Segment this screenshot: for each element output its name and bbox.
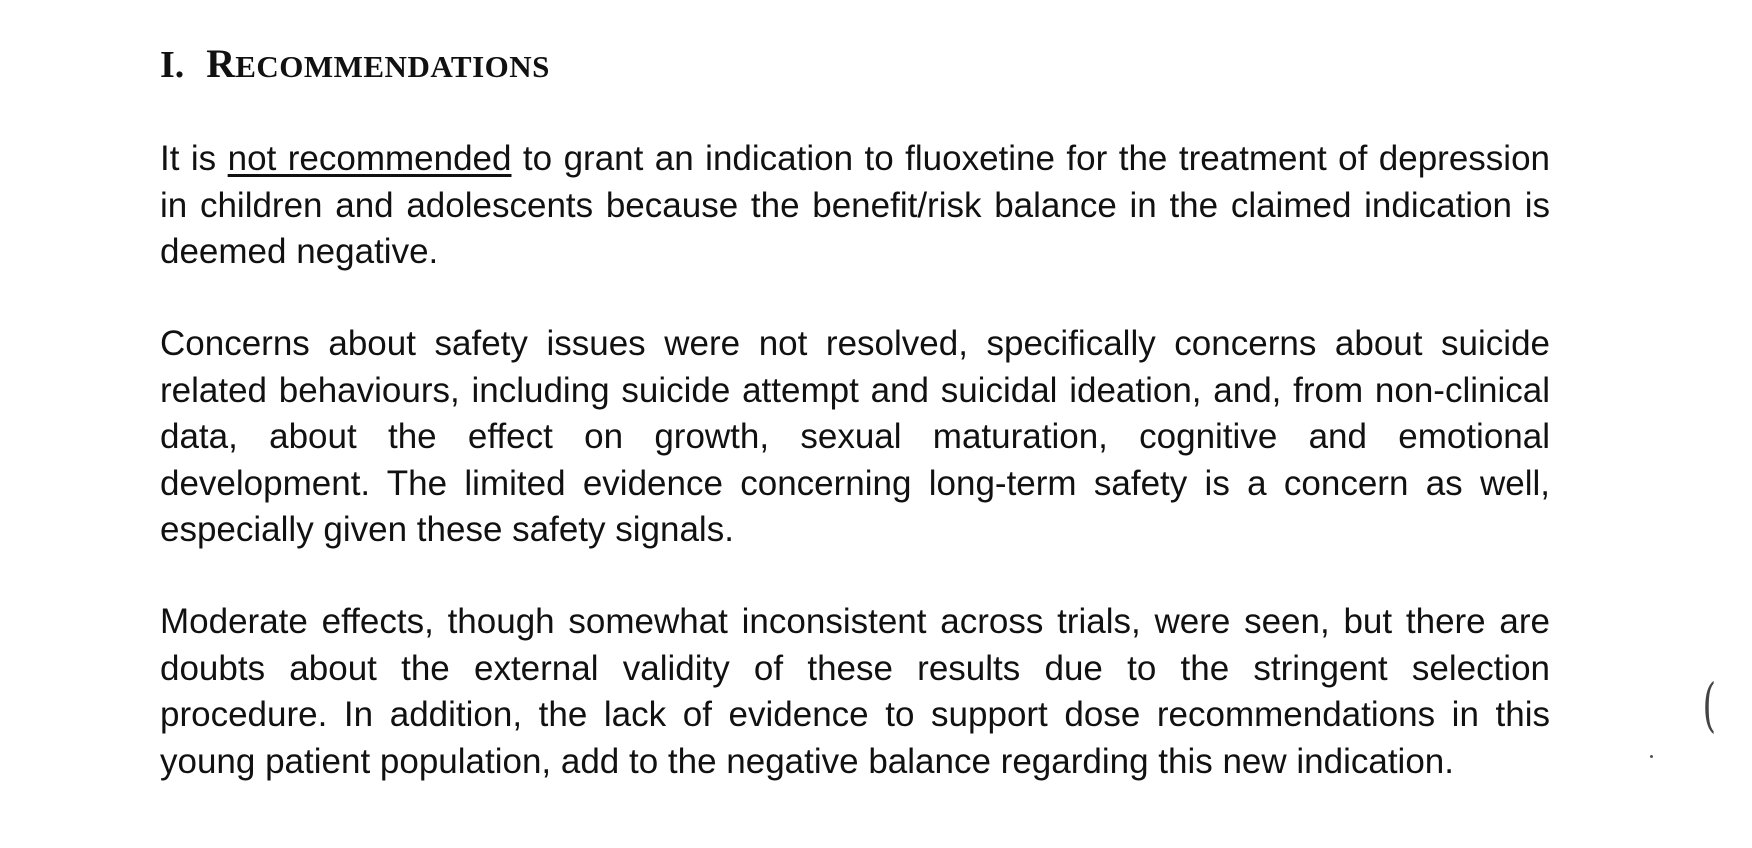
efficacy-paragraph: Moderate effects, though somewhat inconsistent across trials, were seen, but there are doubts about the external validity of these results due to the stringent selection procedure. In addition, the lack of evidence to support dose recommendations in this young patient population, add to the negative balance regarding this new indication. xyxy=(160,602,1550,781)
margin-mark: ( xyxy=(1702,671,1717,739)
recommendation-paragraph xyxy=(160,136,1550,276)
heading-initial: R xyxy=(206,41,236,86)
section-heading xyxy=(160,40,550,91)
paragraph1-prefix: It is xyxy=(160,139,228,178)
heading-rest: ECOMMENDATIONS xyxy=(235,49,550,84)
paragraph1-suffix: to grant an indication to fluoxetine for the treatment of depression in children and adolescents because the benefit/risk balance in the claimed indication is deemed negative. xyxy=(160,139,1551,271)
not-recommended-emphasis: not recommended xyxy=(227,139,512,178)
scan-speck xyxy=(1650,755,1653,758)
section-number: I. xyxy=(160,44,185,86)
safety-concerns-paragraph: Concerns about safety issues were not resolved, specifically concerns about suicide related behaviours, including suicide attempt and suicidal ideation, and, from non-clinical data, about the effect on growth, sexual maturation, cognitive and emotional development. The limited evidence concerning long-term safety is a concern as well, especially given these safety signals. xyxy=(160,324,1550,549)
